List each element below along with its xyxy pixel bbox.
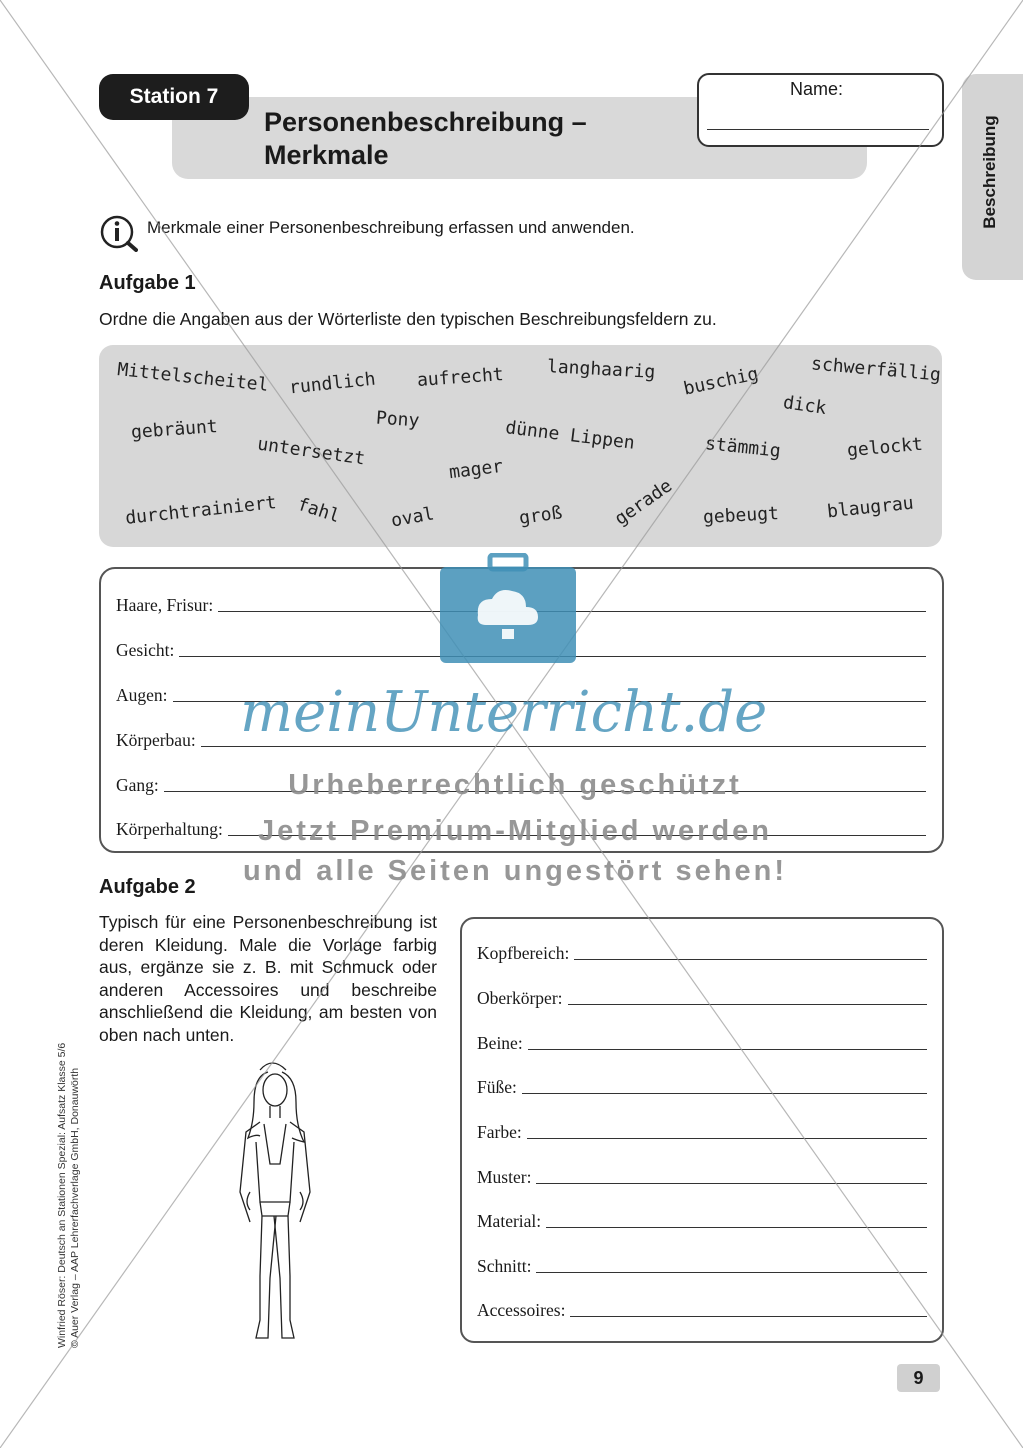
- word-item: gebeugt: [702, 503, 780, 528]
- word-item: rundlich: [288, 368, 377, 399]
- task1-heading: Aufgabe 1: [99, 272, 196, 294]
- field-label: Gesicht:: [116, 640, 175, 660]
- field-label: Material:: [477, 1211, 542, 1231]
- word-item: oval: [389, 503, 436, 532]
- word-item: durchtrainiert: [124, 492, 278, 529]
- field-label: Beine:: [477, 1033, 523, 1053]
- field-label: Haare, Frisur:: [116, 595, 214, 615]
- field-label: Füße:: [477, 1077, 517, 1097]
- field-label: Accessoires:: [477, 1300, 566, 1320]
- task1-instruction: Ordne die Angaben aus der Wörterliste den typischen Beschreibungsfeldern zu.: [99, 309, 717, 329]
- task2-instruction: Typisch für eine Personenbeschreibung ist deren Kleidung. Male die Vorlage farbig aus, ergänze sie z. B. mit Schmuck oder anderen Accessoires und beschreibe anschließend die Kleidung, am besten von oben nach unten.: [99, 912, 437, 1045]
- word-item: mager: [447, 455, 505, 484]
- watermark-brand: meinUnterricht.de: [240, 680, 768, 745]
- field-label: Kopfbereich:: [477, 943, 570, 963]
- credit-line: Winfried Röser: Deutsch an Stationen Spezial: Aufsatz Klasse 5/6: [56, 1042, 68, 1348]
- page-title: Personenbeschreibung – Merkmale: [264, 107, 587, 170]
- task2-heading: Aufgabe 2: [99, 876, 196, 898]
- word-item: untersetzt: [256, 433, 367, 470]
- word-item: groß: [517, 502, 564, 529]
- word-item: aufrecht: [416, 364, 505, 391]
- watermark-line: und alle Seiten ungestört sehen!: [243, 855, 787, 887]
- word-item: buschig: [681, 363, 761, 400]
- page-number: 9: [897, 1364, 940, 1392]
- field-label: Körperhaltung:: [116, 819, 223, 839]
- credit-line: © Auer Verlag – AAP Lehrerfachverlage GmbH, Donauwörth: [69, 1067, 81, 1348]
- word-item: langhaarig: [546, 356, 656, 383]
- side-tab-label: Beschreibung: [980, 115, 999, 229]
- field-label: Körperbau:: [116, 730, 196, 750]
- name-label: Name:: [790, 79, 844, 99]
- word-item: stämmig: [704, 433, 782, 462]
- word-item: fahl: [294, 493, 343, 528]
- word-item: blaugrau: [826, 492, 915, 523]
- briefcase-cloud-icon: [438, 553, 578, 665]
- word-item: gebräunt: [130, 416, 219, 443]
- word-item: gerade: [610, 475, 677, 530]
- watermark-line: Jetzt Premium-Mitglied werden: [257, 815, 772, 847]
- word-item: Pony: [375, 407, 421, 432]
- field-label: Muster:: [477, 1167, 532, 1187]
- field-label: Schnitt:: [477, 1256, 532, 1276]
- field-label: Farbe:: [477, 1122, 522, 1142]
- info-text: Merkmale einer Personenbeschreibung erfassen und anwenden.: [147, 218, 635, 237]
- word-item: schwerfällig: [810, 353, 942, 386]
- word-item: dünne Lippen: [504, 417, 636, 454]
- word-item: Mittelscheitel: [116, 359, 270, 396]
- watermark-line: Urheberrechtlich geschützt: [288, 769, 742, 801]
- field-label: Oberkörper:: [477, 988, 563, 1008]
- word-item: gelockt: [846, 433, 924, 462]
- field-label: Gang:: [116, 775, 159, 795]
- station-badge: Station 7: [99, 74, 249, 120]
- field-label: Augen:: [116, 685, 168, 705]
- word-item: dick: [781, 392, 828, 419]
